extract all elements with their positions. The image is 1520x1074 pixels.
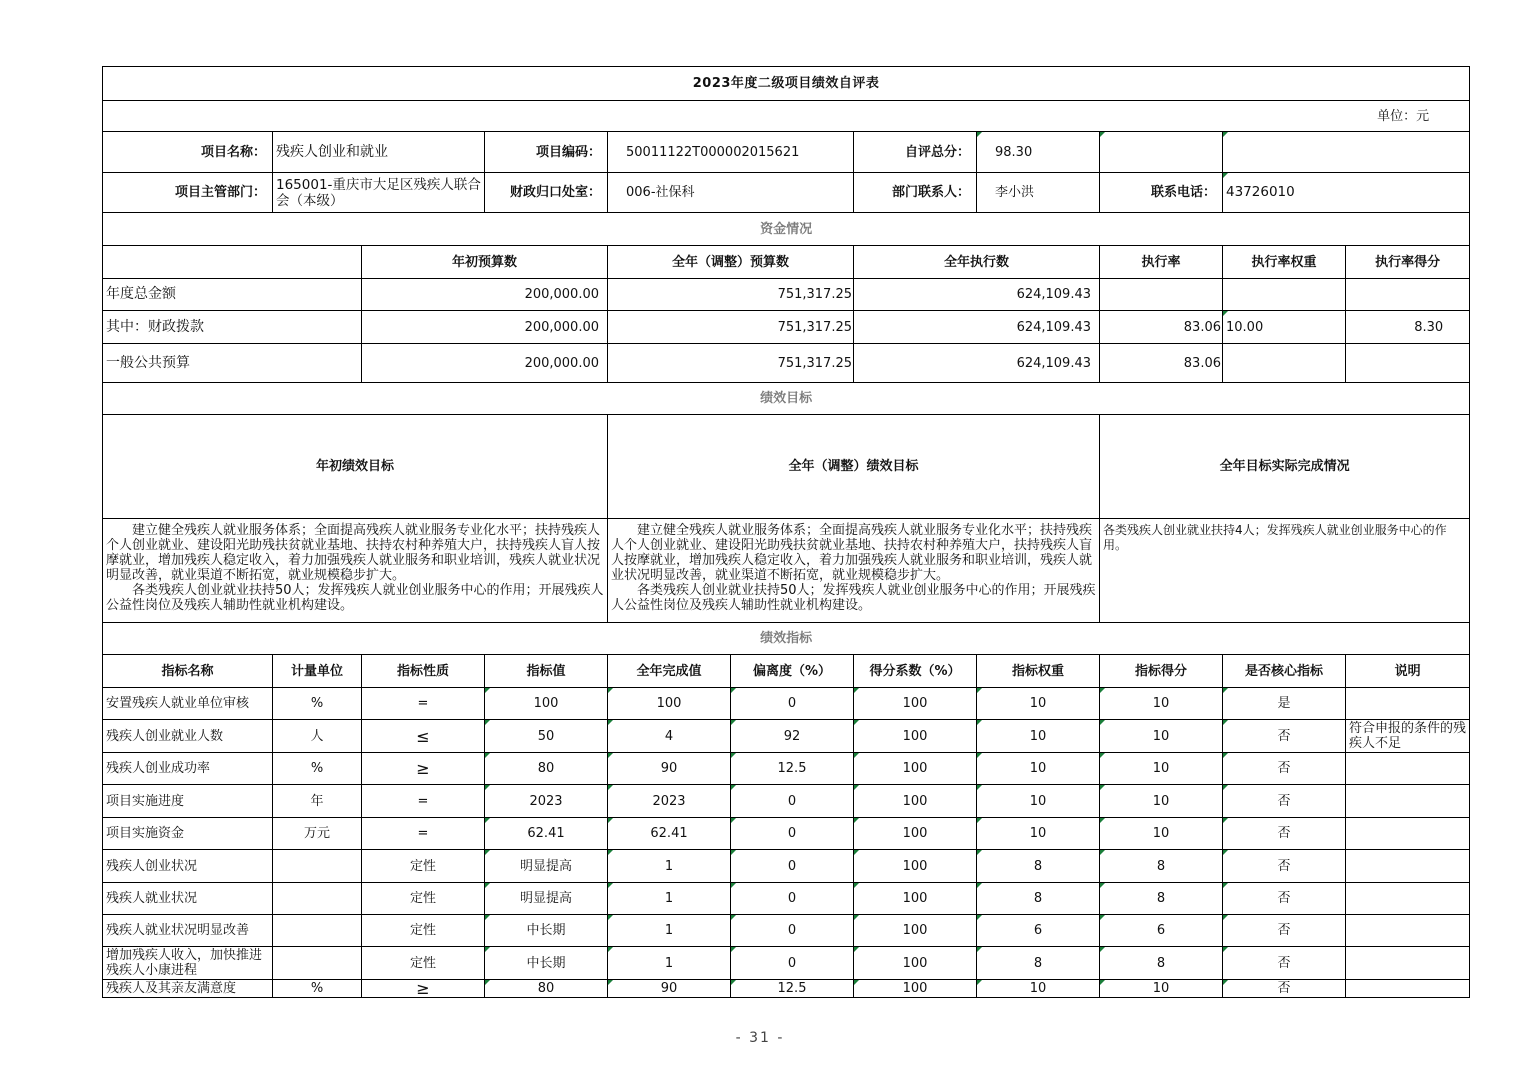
indicator-header-unit: 计量单位 xyxy=(273,655,362,688)
funds-score xyxy=(1346,344,1470,383)
indicator-header-core: 是否核心指标 xyxy=(1223,655,1346,688)
phone-label: 联系电话： xyxy=(1100,173,1223,213)
indicator-header-name: 指标名称 xyxy=(103,655,273,688)
indicator-actual: 1 xyxy=(608,947,731,980)
funds-adjusted: 751,317.25 xyxy=(608,344,854,383)
goals-header-actual: 全年目标实际完成情况 xyxy=(1100,415,1470,519)
indicator-note xyxy=(1346,947,1470,980)
indicator-header-deviation: 偏离度（%） xyxy=(731,655,854,688)
funds-executed: 624,109.43 xyxy=(854,344,1100,383)
indicator-target: 明显提高 xyxy=(485,850,608,883)
indicator-row xyxy=(103,915,1470,947)
indicator-actual: 1 xyxy=(608,915,731,947)
funds-header-adjusted: 全年（调整）预算数 xyxy=(608,246,854,279)
contact-value: 李小洪 xyxy=(977,173,1100,213)
funds-initial: 200,000.00 xyxy=(362,279,608,311)
empty-cell xyxy=(1223,132,1470,173)
indicator-name: 安置残疾人就业单位审核 xyxy=(103,688,273,720)
goals-section-title: 绩效目标 xyxy=(103,383,1470,415)
funds-row-name: 年度总金额 xyxy=(103,279,362,311)
indicator-deviation: 0 xyxy=(731,688,854,720)
indicator-unit: % xyxy=(273,753,362,785)
indicator-coef: 100 xyxy=(854,947,977,980)
indicator-deviation: 0 xyxy=(731,883,854,915)
indicator-coef: 100 xyxy=(854,818,977,850)
indicator-coef: 100 xyxy=(854,980,977,998)
indicator-score: 10 xyxy=(1100,818,1223,850)
funds-score: 8.30 xyxy=(1346,311,1470,344)
indicator-unit: % xyxy=(273,688,362,720)
indicator-score: 10 xyxy=(1100,720,1223,753)
indicator-deviation: 0 xyxy=(731,785,854,818)
funds-rate xyxy=(1100,279,1223,311)
indicator-target: 80 xyxy=(485,980,608,998)
funds-executed: 624,109.43 xyxy=(854,279,1100,311)
funds-weight xyxy=(1223,279,1346,311)
funds-rate: 83.06 xyxy=(1100,344,1223,383)
indicator-row xyxy=(103,980,1470,998)
indicator-coef: 100 xyxy=(854,915,977,947)
indicator-weight: 6 xyxy=(977,915,1100,947)
finance-office-value: 006-社保科 xyxy=(608,173,854,213)
indicator-row xyxy=(103,720,1470,753)
indicator-row xyxy=(103,688,1470,720)
funds-rate: 83.06 xyxy=(1100,311,1223,344)
indicator-deviation: 0 xyxy=(731,915,854,947)
indicator-row xyxy=(103,883,1470,915)
indicator-nature: ≥ xyxy=(362,753,485,785)
empty-cell xyxy=(1100,132,1223,173)
indicator-unit xyxy=(273,947,362,980)
project-code-value: 50011122T000002015621 xyxy=(608,132,854,173)
indicator-nature: 定性 xyxy=(362,915,485,947)
indicator-actual: 90 xyxy=(608,980,731,998)
indicator-core: 否 xyxy=(1223,720,1346,753)
indicator-name: 项目实施资金 xyxy=(103,818,273,850)
indicator-note xyxy=(1346,980,1470,998)
indicator-header-coef: 得分系数（%） xyxy=(854,655,977,688)
funds-header-score: 执行率得分 xyxy=(1346,246,1470,279)
funds-header-weight: 执行率权重 xyxy=(1223,246,1346,279)
indicator-actual: 100 xyxy=(608,688,731,720)
indicator-coef: 100 xyxy=(854,720,977,753)
funds-weight xyxy=(1223,344,1346,383)
indicator-name: 残疾人创业就业人数 xyxy=(103,720,273,753)
indicator-note: 符合申报的条件的残疾人不足 xyxy=(1346,720,1470,753)
indicator-actual: 1 xyxy=(608,883,731,915)
indicator-deviation: 92 xyxy=(731,720,854,753)
indicator-core: 否 xyxy=(1223,947,1346,980)
page-title: 2023年度二级项目绩效自评表 xyxy=(103,67,1470,101)
project-name-value: 残疾人创业和就业 xyxy=(273,132,485,173)
indicator-nature: = xyxy=(362,688,485,720)
empty-cell xyxy=(103,246,362,279)
indicator-unit: 人 xyxy=(273,720,362,753)
indicator-nature: ≤ xyxy=(362,720,485,753)
funds-header-executed: 全年执行数 xyxy=(854,246,1100,279)
indicator-header-actual: 全年完成值 xyxy=(608,655,731,688)
indicator-weight: 10 xyxy=(977,980,1100,998)
indicator-target: 中长期 xyxy=(485,947,608,980)
indicator-note xyxy=(1346,883,1470,915)
actual-goal-text: 各类残疾人创业就业扶持4人；发挥残疾人就业创业服务中心的作用。 xyxy=(1100,519,1470,623)
indicator-unit xyxy=(273,915,362,947)
funds-adjusted: 751,317.25 xyxy=(608,311,854,344)
indicator-unit: 万元 xyxy=(273,818,362,850)
goals-header-adjusted: 全年（调整）绩效目标 xyxy=(608,415,1100,519)
funds-row xyxy=(103,344,1470,383)
indicator-weight: 10 xyxy=(977,720,1100,753)
indicator-target: 62.41 xyxy=(485,818,608,850)
indicator-target: 2023 xyxy=(485,785,608,818)
project-code-label: 项目编码： xyxy=(485,132,608,173)
indicator-target: 100 xyxy=(485,688,608,720)
indicator-weight: 10 xyxy=(977,753,1100,785)
indicator-nature: = xyxy=(362,785,485,818)
funds-initial: 200,000.00 xyxy=(362,344,608,383)
indicator-core: 否 xyxy=(1223,818,1346,850)
indicator-score: 8 xyxy=(1100,947,1223,980)
indicator-name: 残疾人创业状况 xyxy=(103,850,273,883)
indicator-unit: % xyxy=(273,980,362,998)
indicator-actual: 4 xyxy=(608,720,731,753)
indicator-coef: 100 xyxy=(854,688,977,720)
dept-label: 项目主管部门： xyxy=(103,173,273,213)
indicator-name: 残疾人创业成功率 xyxy=(103,753,273,785)
indicator-actual: 90 xyxy=(608,753,731,785)
indicator-core: 否 xyxy=(1223,915,1346,947)
funds-initial: 200,000.00 xyxy=(362,311,608,344)
indicator-row xyxy=(103,818,1470,850)
indicator-unit: 年 xyxy=(273,785,362,818)
indicator-weight: 10 xyxy=(977,688,1100,720)
indicator-deviation: 0 xyxy=(731,850,854,883)
indicator-score: 8 xyxy=(1100,883,1223,915)
funds-score xyxy=(1346,279,1470,311)
funds-weight: 10.00 xyxy=(1223,311,1346,344)
indicator-note xyxy=(1346,785,1470,818)
indicator-deviation: 12.5 xyxy=(731,980,854,998)
indicator-header-score: 指标得分 xyxy=(1100,655,1223,688)
indicator-row xyxy=(103,753,1470,785)
indicator-header-target: 指标值 xyxy=(485,655,608,688)
indicator-core: 否 xyxy=(1223,753,1346,785)
adjusted-goal-paragraph: 建立健全残疾人就业服务体系；全面提高残疾人就业服务专业化水平；扶持残疾人个人创业就业、建设阳光助残扶贫就业基地、扶持农村种养殖大户，扶持残疾人盲人按摩就业，增加残疾人稳定收入，着力加强残疾人就业服务和职业培训，残疾人就业状况明显改善，就业渠道不断拓宽，就业规模稳步扩大。 xyxy=(611,523,1093,583)
contact-label: 部门联系人： xyxy=(854,173,977,213)
project-name-label: 项目名称： xyxy=(103,132,273,173)
indicator-deviation: 12.5 xyxy=(731,753,854,785)
indicator-note xyxy=(1346,753,1470,785)
indicator-target: 明显提高 xyxy=(485,883,608,915)
adjusted-goal-paragraph: 各类残疾人创业就业扶持50人；发挥残疾人就业创业服务中心的作用；开展残疾人公益性岗位及残疾人辅助性就业机构建设。 xyxy=(611,583,1096,613)
score-label: 自评总分： xyxy=(854,132,977,173)
funds-row-name: 其中：财政拨款 xyxy=(103,311,362,344)
indicator-nature: = xyxy=(362,818,485,850)
funds-header-rate: 执行率 xyxy=(1100,246,1223,279)
funds-adjusted: 751,317.25 xyxy=(608,279,854,311)
goals-header-initial: 年初绩效目标 xyxy=(103,415,608,519)
indicator-nature: 定性 xyxy=(362,883,485,915)
indicator-header-nature: 指标性质 xyxy=(362,655,485,688)
indicator-nature: 定性 xyxy=(362,850,485,883)
unit-label: 单位：元 xyxy=(103,101,1470,132)
funds-executed: 624,109.43 xyxy=(854,311,1100,344)
indicator-note xyxy=(1346,818,1470,850)
indicator-coef: 100 xyxy=(854,753,977,785)
funds-row-name: 一般公共预算 xyxy=(103,344,362,383)
indicator-name: 增加残疾人收入，加快推进残疾人小康进程 xyxy=(103,947,273,980)
initial-goal-paragraph: 各类残疾人创业就业扶持50人；发挥残疾人就业创业服务中心的作用；开展残疾人公益性岗位及残疾人辅助性就业机构建设。 xyxy=(106,583,604,613)
finance-office-label: 财政归口处室： xyxy=(485,173,608,213)
indicator-nature: ≥ xyxy=(362,980,485,998)
evaluation-table xyxy=(102,66,1470,998)
phone-value: 43726010 xyxy=(1223,173,1470,213)
indicator-note xyxy=(1346,915,1470,947)
indicator-coef: 100 xyxy=(854,785,977,818)
indicator-name: 项目实施进度 xyxy=(103,785,273,818)
indicator-actual: 62.41 xyxy=(608,818,731,850)
indicator-deviation: 0 xyxy=(731,947,854,980)
adjusted-goal-text xyxy=(608,519,1100,623)
indicator-score: 10 xyxy=(1100,785,1223,818)
indicator-note xyxy=(1346,688,1470,720)
indicator-core: 否 xyxy=(1223,785,1346,818)
initial-goal-paragraph: 建立健全残疾人就业服务体系；全面提高残疾人就业服务专业化水平；扶持残疾人个人创业就业、建设阳光助残扶贫就业基地、扶持农村种养殖大户，扶持残疾人盲人按摩就业，增加残疾人稳定收入，着力加强残疾人就业服务和职业培训，残疾人就业状况明显改善，就业渠道不断拓宽，就业规模稳步扩大。 xyxy=(106,523,601,583)
indicator-score: 10 xyxy=(1100,688,1223,720)
indicator-row xyxy=(103,785,1470,818)
funds-header-initial: 年初预算数 xyxy=(362,246,608,279)
indicator-score: 10 xyxy=(1100,980,1223,998)
initial-goal-text xyxy=(103,519,608,623)
indicator-coef: 100 xyxy=(854,850,977,883)
dept-value: 165001-重庆市大足区残疾人联合会（本级） xyxy=(273,173,485,213)
indicator-core: 否 xyxy=(1223,850,1346,883)
indicator-unit xyxy=(273,883,362,915)
indicator-actual: 2023 xyxy=(608,785,731,818)
indicator-core: 否 xyxy=(1223,980,1346,998)
total-score-value: 98.30 xyxy=(977,132,1100,173)
indicator-target: 80 xyxy=(485,753,608,785)
indicator-score: 6 xyxy=(1100,915,1223,947)
indicators-section-title: 绩效指标 xyxy=(103,623,1470,655)
indicator-unit xyxy=(273,850,362,883)
indicator-weight: 10 xyxy=(977,785,1100,818)
indicator-header-weight: 指标权重 xyxy=(977,655,1100,688)
indicator-score: 8 xyxy=(1100,850,1223,883)
indicator-coef: 100 xyxy=(854,883,977,915)
indicator-deviation: 0 xyxy=(731,818,854,850)
indicator-weight: 8 xyxy=(977,883,1100,915)
indicator-nature: 定性 xyxy=(362,947,485,980)
indicator-name: 残疾人就业状况明显改善 xyxy=(103,915,273,947)
indicator-core: 是 xyxy=(1223,688,1346,720)
indicator-name: 残疾人及其亲友满意度 xyxy=(103,980,273,998)
indicator-header-note: 说明 xyxy=(1346,655,1470,688)
funds-row xyxy=(103,279,1470,311)
indicator-note xyxy=(1346,850,1470,883)
indicator-rows xyxy=(103,688,1470,998)
indicator-weight: 8 xyxy=(977,947,1100,980)
funds-row xyxy=(103,311,1470,344)
indicator-core: 否 xyxy=(1223,883,1346,915)
indicator-weight: 10 xyxy=(977,818,1100,850)
indicator-row xyxy=(103,947,1470,980)
indicator-actual: 1 xyxy=(608,850,731,883)
performance-self-evaluation-sheet xyxy=(102,66,1469,998)
indicator-target: 中长期 xyxy=(485,915,608,947)
indicator-name: 残疾人就业状况 xyxy=(103,883,273,915)
indicator-score: 10 xyxy=(1100,753,1223,785)
indicator-target: 50 xyxy=(485,720,608,753)
indicator-row xyxy=(103,850,1470,883)
indicator-weight: 8 xyxy=(977,850,1100,883)
page-number: - 31 - xyxy=(735,1030,785,1046)
funds-section-title: 资金情况 xyxy=(103,213,1470,246)
